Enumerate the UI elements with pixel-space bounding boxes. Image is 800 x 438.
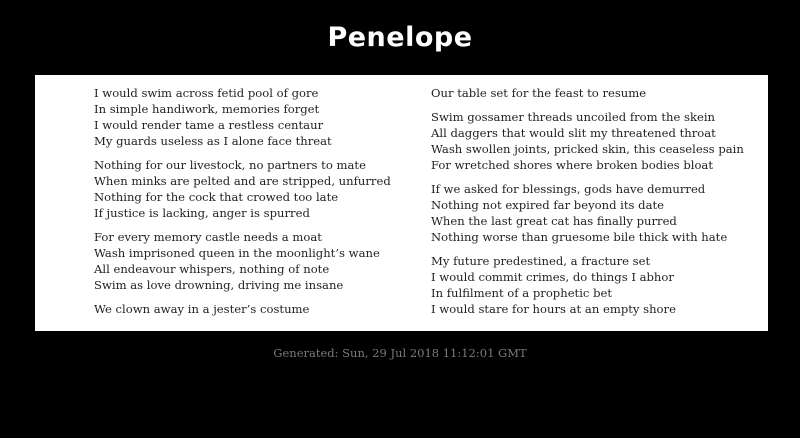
poem-line: For wretched shores where broken bodies bloat: [431, 158, 713, 172]
stanza: [431, 181, 761, 245]
poem-line: In simple handiwork, memories forget: [94, 102, 320, 116]
poem-column-left: [94, 85, 414, 325]
generated-timestamp: Generated: Sun, 29 Jul 2018 11:12:01 GMT: [273, 346, 527, 360]
poem-line: Nothing worse than gruesome bile thick with hate: [431, 230, 728, 244]
poem-line: Nothing for our livestock, no partners to mate: [94, 158, 366, 172]
poem-line: If we asked for blessings, gods have demurred: [431, 182, 706, 196]
poem-line: Swim as love drowning, driving me insane: [94, 278, 344, 292]
poem-line: If justice is lacking, anger is spurred: [94, 206, 310, 220]
poem-line: All daggers that would slit my threatened throat: [431, 126, 716, 140]
stanza: [94, 85, 414, 149]
poem-line: Nothing for the cock that crowed too late: [94, 190, 339, 204]
poem-title: Penelope: [327, 22, 473, 53]
poem-line: We clown away in a jester’s costume: [94, 302, 310, 316]
poem-column-right: [431, 85, 761, 325]
stanza: [94, 157, 414, 221]
poem-line: Nothing not expired far beyond its date: [431, 198, 665, 212]
stanza: [94, 301, 414, 317]
stanza: [431, 109, 761, 173]
poem-line: Our table set for the feast to resume: [431, 86, 647, 100]
poem-line: All endeavour whispers, nothing of note: [94, 262, 330, 276]
poem-line: Swim gossamer threads uncoiled from the skein: [431, 110, 716, 124]
poem-line: When minks are pelted and are stripped, unfurred: [94, 174, 391, 188]
poem-line: I would swim across fetid pool of gore: [94, 86, 319, 100]
poem-card: [35, 75, 768, 331]
poem-line: My guards useless as I alone face threat: [94, 134, 332, 148]
poem-line: I would stare for hours at an empty shore: [431, 302, 676, 316]
poem-line: I would commit crimes, do things I abhor: [431, 270, 674, 284]
poem-line: I would render tame a restless centaur: [94, 118, 324, 132]
poem-line: Wash swollen joints, pricked skin, this ceaseless pain: [431, 142, 744, 156]
stanza: [431, 253, 761, 317]
stanza: [94, 229, 414, 293]
poem-line: My future predestined, a fracture set: [431, 254, 651, 268]
poem-line: For every memory castle needs a moat: [94, 230, 322, 244]
poem-line: When the last great cat has finally purred: [431, 214, 677, 228]
poem-line: In fulfilment of a prophetic bet: [431, 286, 613, 300]
poem-line: Wash imprisoned queen in the moonlight’s wane: [94, 246, 380, 260]
stanza: [431, 85, 761, 101]
